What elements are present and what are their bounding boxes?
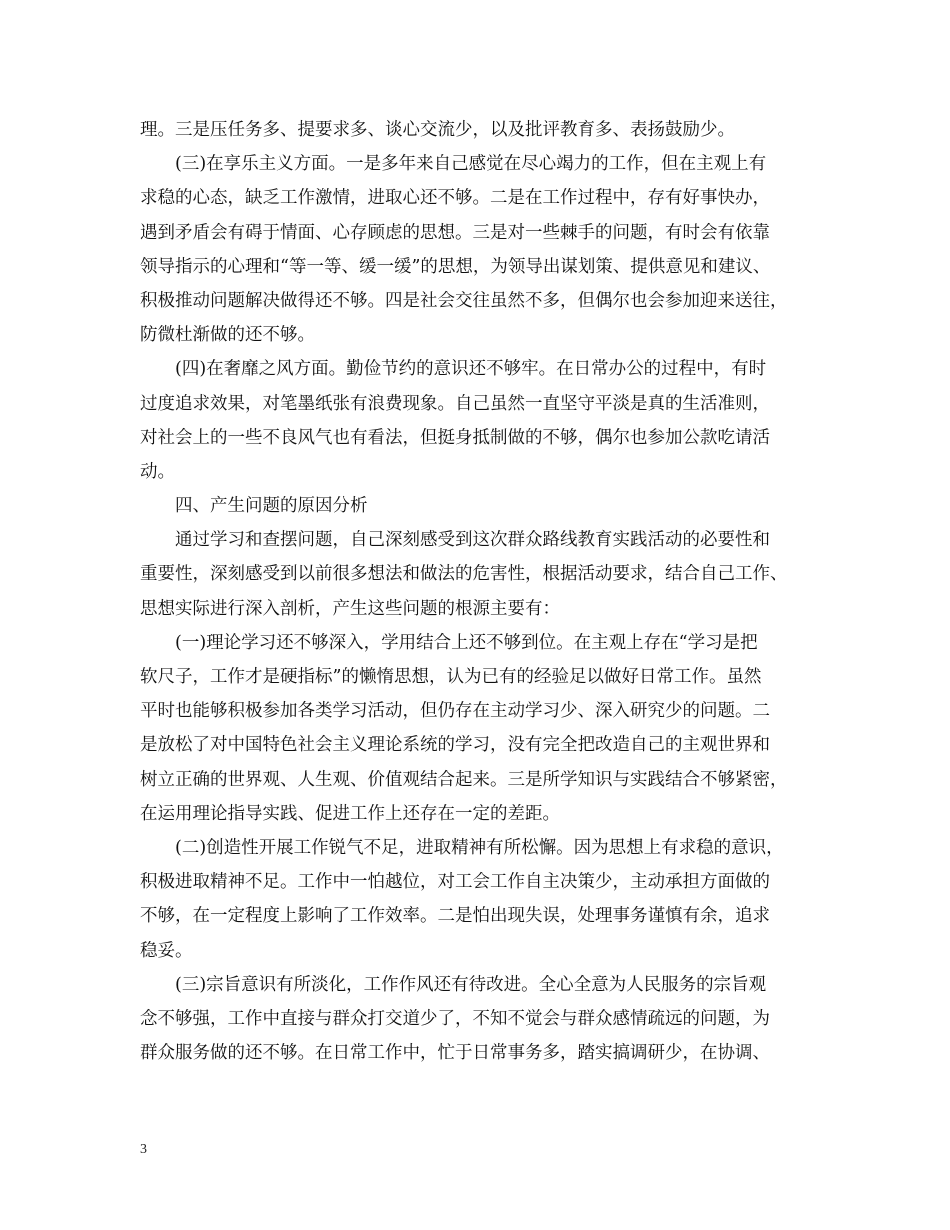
text-line: 积极推动问题解决做得还不够。四是社会交往虽然不多，但偶尔也会参加迎来送往， [140, 290, 788, 311]
text-line: 通过学习和查摆问题，自己深刻感受到这次群众路线教育实践活动的必要性和 [175, 530, 770, 551]
text-line: 四、产生问题的原因分析 [175, 496, 368, 517]
text-line: 过度追求效果，对笔墨纸张有浪费现象。自己虽然一直坚守平淡是真的生活准则， [140, 393, 770, 414]
text-line: (一)理论学习还不够深入，学用结合上还不够到位。在主观上存在“学习是把 [175, 632, 758, 653]
text-line: 群众服务做的还不够。在日常工作中，忙于日常事务多，踏实搞调研少，在协调、 [140, 1043, 770, 1064]
text-line: (二)创造性开展工作锐气不足，进取精神有所松懈。因为思想上有求稳的意识， [175, 837, 784, 858]
text-line: 在运用理论指导实践、促进工作上还存在一定的差距。 [140, 803, 560, 824]
text-line: 积极进取精神不足。工作中一怕越位，对工会工作自主决策少，主动承担方面做的 [140, 872, 770, 893]
text-line: (三)在享乐主义方面。一是多年来自己感觉在尽心竭力的工作，但在主观上有 [175, 154, 767, 175]
text-line: 平时也能够积极参加各类学习活动，但仍存在主动学习少、深入研究少的问题。二 [140, 701, 770, 722]
text-line: 防微杜渐做的还不够。 [140, 325, 315, 346]
text-line: (四)在奢靡之风方面。勤俭节约的意识还不够牢。在日常办公的过程中，有时 [175, 359, 767, 380]
text-line: 动。 [140, 461, 175, 482]
text-line: 软尺子，工作才是硬指标”的懒惰思想，认为已有的经验足以做好日常工作。虽然 [140, 667, 762, 687]
text-line: 稳妥。 [140, 940, 193, 961]
text-line: 树立正确的世界观、人生观、价值观结合起来。三是所学知识与实践结合不够紧密， [140, 769, 788, 790]
page-number: 3 [140, 1142, 147, 1157]
text-line: 求稳的心态，缺乏工作激情，进取心还不够。二是在工作过程中，存有好事快办， [140, 188, 770, 209]
document-body [140, 113, 824, 1070]
text-line: 念不够强，工作中直接与群众打交道少了，不知不觉会与群众感情疏远的问题，为 [140, 1008, 770, 1029]
text-line: 对社会上的一些不良风气也有看法，但挺身抵制做的不够，偶尔也参加公款吃请活 [140, 427, 770, 448]
text-line: 遇到矛盾会有碍于情面、心存顾虑的思想。三是对一些棘手的问题，有时会有依靠 [140, 222, 770, 243]
text-line: 是放松了对中国特色社会主义理论系统的学习，没有完全把改造自己的主观世界和 [140, 735, 770, 756]
text-line: (三)宗旨意识有所淡化，工作作风还有待改进。全心全意为人民服务的宗旨观 [175, 974, 767, 995]
text-line: 领导指示的心理和“等一等、缓一缓”的思想，为领导出谋划策、提供意见和建议、 [140, 256, 771, 277]
text-line: 理。三是压任务多、提要求多、谈心交流少，以及批评教育多、表扬鼓励少。 [140, 120, 735, 140]
text-line: 不够，在一定程度上影响了工作效率。二是怕出现失误，处理事务谨慎有余，追求 [140, 906, 770, 927]
text-line: 思想实际进行深入剖析，产生这些问题的根源主要有： [140, 598, 560, 619]
text-line: 重要性，深刻感受到以前很多想法和做法的危害性，根据活动要求，结合自己工作、 [140, 564, 788, 585]
